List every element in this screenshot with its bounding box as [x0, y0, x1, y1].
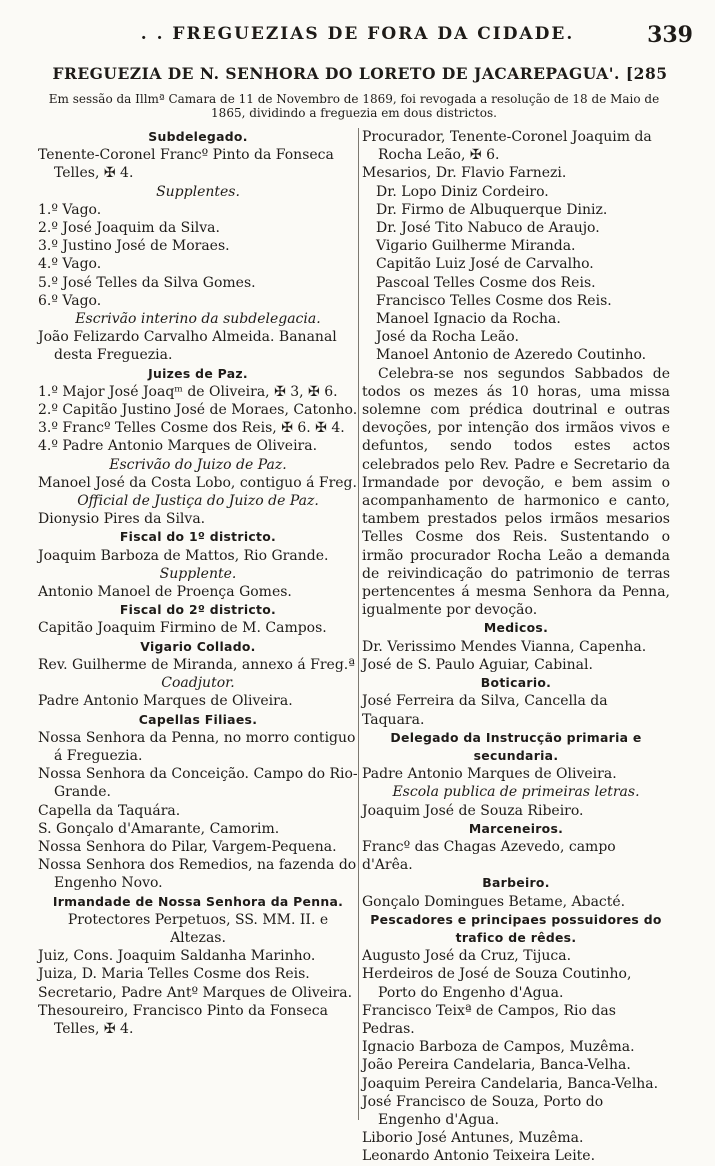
- left-column: [38, 128, 358, 1038]
- entry-line: Dionysio Pires da Silva.: [38, 511, 206, 528]
- entry-line: Mesarios, Dr. Flavio Farnezi.: [362, 165, 567, 182]
- entry-line: Dr. Firmo de Albuquerque Diniz.: [376, 201, 608, 218]
- entry-line: Ignacio Barboza de Campos, Muzêma.: [362, 1039, 635, 1056]
- subheading: Supplente.: [159, 565, 237, 582]
- entry-line: 5.º José Telles da Silva Gomes.: [38, 274, 256, 291]
- section-title: FREGUEZIA DE N. SENHORA DO LORETO DE JACAREPAGUA'. [285: [52, 64, 668, 83]
- entry-line: Manoel José da Costa Lobo, contiguo á Freg.: [38, 474, 357, 491]
- entry-line: Rev. Guilherme de Miranda, annexo á Freg.ª: [38, 656, 355, 673]
- entry-line: Capitão Luiz José de Carvalho.: [376, 256, 594, 273]
- entry-line: Gonçalo Domingues Betame, Abacté.: [362, 893, 626, 910]
- intro-text: Em sessão da Illmª Camara de 11 de Novembro de 1869, foi revogada a resolução de 18 de Maio de 1865, dividindo a freguezia em dous districtos.: [48, 92, 660, 120]
- entry-line: 4.º Vago.: [38, 256, 102, 273]
- entry-line: 2.º José Joaquim da Silva.: [38, 220, 220, 237]
- subheading: Escola publica de primeiras letras.: [392, 784, 640, 801]
- entry-line: Nossa Senhora do Pilar, Vargem-Pequena.: [38, 838, 337, 855]
- section-heading: Barbeiro.: [482, 875, 550, 891]
- entry-line: Nossa Senhora da Penna, no morro contiguo á Freguezia.: [38, 729, 356, 764]
- entry-line: Juiza, D. Maria Telles Cosme dos Reis.: [38, 966, 310, 983]
- running-header: . . FREGUEZIAS DE FORA DA CIDADE.: [140, 24, 575, 44]
- entry-line: Augusto José da Cruz, Tijuca.: [362, 948, 572, 965]
- section-heading: Fiscal do 2º districto.: [119, 602, 277, 618]
- entry-line: Herdeiros de José de Souza Coutinho, Porto do Engenho d'Agua.: [362, 966, 632, 1001]
- entry-line: Dr. José Tito Nabuco de Araujo.: [376, 220, 600, 237]
- paragraph: Celebra-se nos segundos Sabbados de todos os mezes ás 10 horas, uma missa solemne com prédica doutrinal e outras devoções, por intenção dos irmãos vivos e defuntos, sendo todos estes actos celebrados pelo Rev. Padre e Secretario da Irmandade por devoção, e bem assim o acompanhamento de harmonico e canto, tambem prestados pelos irmãos mesarios Telles Cosme dos Reis. Sustentando o irmão procurador Rocha Leão a demanda de reivindicação do patrimonio de terras pertencentes á mesma Senhora da Penna, igualmente por devoção.: [362, 365, 670, 619]
- section-heading: Boticario.: [480, 675, 552, 691]
- entry-line: Antonio Manoel de Proença Gomes.: [38, 584, 292, 601]
- section-heading: Subdelegado.: [148, 129, 248, 144]
- entry-line: 3.º Justino José de Moraes.: [38, 238, 230, 255]
- entry-line: Manoel Ignacio da Rocha.: [376, 311, 561, 328]
- entry-line: João Pereira Candelaria, Banca-Velha.: [362, 1057, 631, 1074]
- subheading: Official de Justiça do Juizo de Paz.: [77, 493, 319, 510]
- entry-line: José da Rocha Leão.: [376, 329, 519, 346]
- entry-line: Liborio José Antunes, Muzêma.: [362, 1130, 584, 1147]
- entry-line: Padre Antonio Marques de Oliveira.: [362, 766, 617, 783]
- subheading: Escrivão do Juizo de Paz.: [109, 456, 287, 473]
- subheading: Escrivão interino da subdelegacia.: [75, 311, 321, 328]
- entry-line: Capitão Joaquim Firmino de M. Campos.: [38, 620, 327, 637]
- section-heading: Marceneiros.: [468, 820, 564, 836]
- entry-line: José Ferreira da Silva, Cancella da Taquara.: [362, 693, 608, 728]
- subheading: Supplentes.: [156, 183, 240, 200]
- entry-line: Francº das Chagas Azevedo, campo d'Arêa.: [362, 838, 616, 874]
- entry-line: Capella da Taquára.: [38, 802, 181, 819]
- column-divider: [358, 128, 359, 1120]
- section-heading: Fiscal do 1º districto.: [119, 529, 277, 545]
- entry-line: Joaquim Pereira Candelaria, Banca-Velha.: [362, 1075, 659, 1092]
- section-heading: Pescadores e principaes possuidores do trafico de rêdes.: [370, 911, 662, 945]
- entry-line: Joaquim Barboza de Mattos, Rio Grande.: [38, 547, 329, 564]
- entry-line: 2.º Capitão Justino José de Moraes, Catonho.: [38, 402, 358, 419]
- page-number: 339: [647, 22, 693, 48]
- entry-line: José de S. Paulo Aguiar, Cabinal.: [362, 656, 593, 673]
- section-heading: Juizes de Paz.: [148, 365, 248, 381]
- entry-line: Dr. Verissimo Mendes Vianna, Capenha.: [362, 638, 647, 655]
- section-heading: Irmandade de Nossa Senhora da Penna.: [52, 893, 344, 909]
- entry-line: Pascoal Telles Cosme dos Reis.: [376, 274, 596, 291]
- right-column: [362, 128, 670, 1166]
- entry-line: 1.º Major José Joaqᵐ de Oliveira, ✠ 3, ✠ 6.: [38, 383, 338, 400]
- entry-line: Leonardo Antonio Teixeira Leite.: [362, 1148, 596, 1165]
- entry-line: Secretario, Padre Antº Marques de Oliveira.: [38, 984, 353, 1001]
- section-heading: Vigario Collado.: [140, 638, 256, 654]
- entry-line: José Francisco de Souza, Porto do Engenho d'Agua.: [362, 1093, 604, 1128]
- entry-line: Procurador, Tenente-Coronel Joaquim da Rocha Leão, ✠ 6.: [362, 129, 652, 164]
- entry-line: Dr. Lopo Diniz Cordeiro.: [376, 183, 549, 200]
- entry-line: Joaquim José de Souza Ribeiro.: [362, 802, 584, 819]
- entry-line: 4.º Padre Antonio Marques de Oliveira.: [38, 438, 318, 455]
- entry-line: Tenente-Coronel Francº Pinto da Fonseca Telles, ✠ 4.: [38, 147, 334, 182]
- entry-line: 6.º Vago.: [38, 292, 102, 309]
- section-heading: Delegado da Instrucção primaria e secundaria.: [390, 729, 642, 763]
- section-heading: Medicos.: [483, 620, 549, 636]
- entry-line: 3.º Francº Telles Cosme dos Reis, ✠ 6. ✠ 4.: [38, 420, 345, 437]
- entry-line: Nossa Senhora da Conceição. Campo do Rio-Grande.: [38, 766, 358, 801]
- entry-line: 1.º Vago.: [38, 201, 102, 218]
- entry-line: S. Gonçalo d'Amarante, Camorim.: [38, 820, 280, 837]
- entry-line: Thesoureiro, Francisco Pinto da Fonseca Telles, ✠ 4.: [38, 1002, 328, 1037]
- entry-line: Manoel Antonio de Azeredo Coutinho.: [376, 347, 647, 364]
- entry-line: Protectores Perpetuos, SS. MM. II. e Altezas.: [67, 911, 329, 946]
- entry-line: Vigario Guilherme Miranda.: [376, 238, 576, 255]
- entry-line: Francisco Telles Cosme dos Reis.: [376, 292, 612, 309]
- section-heading: Capellas Filiaes.: [138, 711, 258, 727]
- subheading: Coadjutor.: [161, 675, 235, 692]
- entry-line: João Felizardo Carvalho Almeida. Bananal desta Freguezia.: [38, 329, 337, 364]
- entry-line: Francisco Teixª de Campos, Rio das Pedras.: [362, 1002, 616, 1037]
- entry-line: Nossa Senhora dos Remedios, na fazenda do Engenho Novo.: [38, 857, 357, 892]
- entry-line: Juiz, Cons. Joaquim Saldanha Marinho.: [38, 948, 316, 965]
- entry-line: Padre Antonio Marques de Oliveira.: [38, 693, 293, 710]
